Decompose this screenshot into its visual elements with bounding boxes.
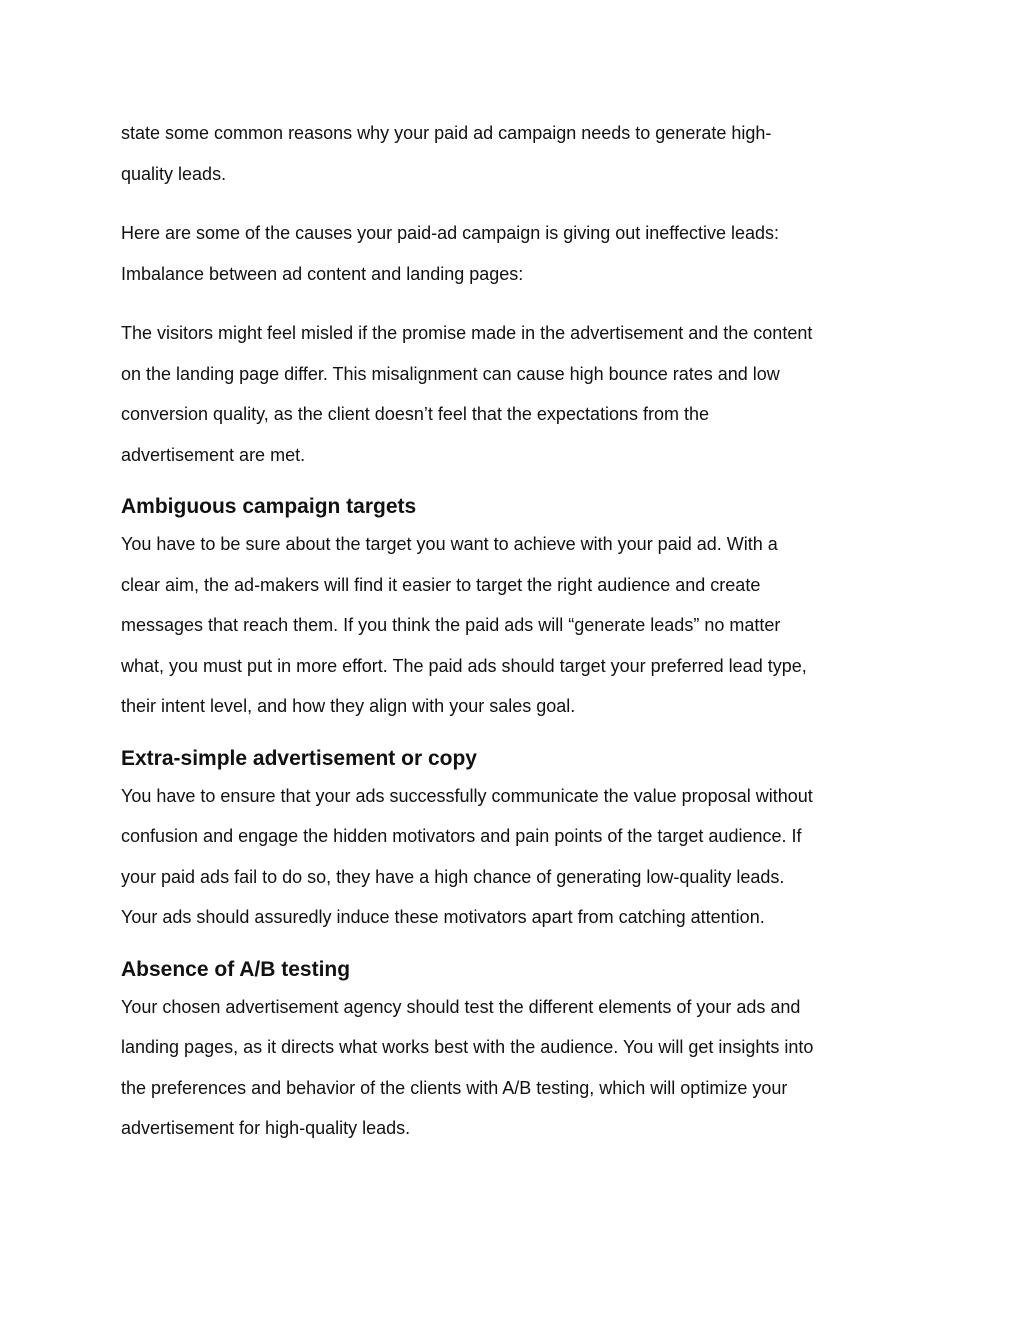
text-line: on the landing page differ. This misalignment can cause high bounce rates and low	[121, 363, 780, 384]
text-line: advertisement are met.	[121, 444, 306, 465]
section-heading: Extra-simple advertisement or copy	[121, 746, 477, 770]
text-line: You have to be sure about the target you want to achieve with your paid ad. With a	[121, 534, 778, 554]
section-heading: Ambiguous campaign targets	[121, 495, 417, 518]
section-heading: Absence of A/B testing	[121, 957, 351, 981]
text-line: conversion quality, as the client doesn’t feel that the expectations from the	[121, 404, 710, 424]
text-line: what, you must put in more effort. The paid ads should target your preferred lead type,	[121, 655, 807, 676]
text-line: messages that reach them. If you think the paid ads will “generate leads” no matter	[121, 615, 781, 635]
text-line: Your ads should assuredly induce these motivators apart from catching attention.	[121, 907, 765, 927]
text-line: the preferences and behavior of the clients with A/B testing, which will optimize your	[121, 1077, 788, 1098]
text-line: clear aim, the ad-makers will find it easier to target the right audience and create	[121, 574, 761, 595]
text-line: quality leads.	[121, 163, 227, 184]
text-line: You have to ensure that your ads successfully communicate the value proposal without	[121, 785, 813, 806]
section-extra-simple-copy	[121, 744, 911, 938]
text-line: Your chosen advertisement agency should test the different elements of your ads and	[121, 996, 801, 1017]
causes-intro-paragraph	[121, 213, 911, 294]
intro-paragraph	[121, 113, 911, 194]
text-line: their intent level, and how they align with your sales goal.	[121, 696, 576, 716]
text-line: state some common reasons why your paid ad campaign needs to generate high-	[121, 123, 772, 143]
text-line: advertisement for high-quality leads.	[121, 1118, 411, 1138]
imbalance-paragraph	[121, 313, 911, 475]
text-line: your paid ads fail to do so, they have a high chance of generating low-quality leads.	[121, 866, 785, 887]
text-line: The visitors might feel misled if the promise made in the advertisement and the content	[121, 323, 813, 343]
text-line: landing pages, as it directs what works best with the audience. You will get insights into	[121, 1037, 814, 1057]
section-ab-testing	[121, 955, 911, 1149]
section-ambiguous-targets	[121, 492, 911, 727]
text-line: confusion and engage the hidden motivators and pain points of the target audience. If	[121, 826, 802, 846]
text-line: Imbalance between ad content and landing pages:	[121, 263, 524, 284]
text-line: Here are some of the causes your paid-ad campaign is giving out ineffective leads:	[121, 223, 780, 243]
document-page	[121, 113, 911, 1149]
